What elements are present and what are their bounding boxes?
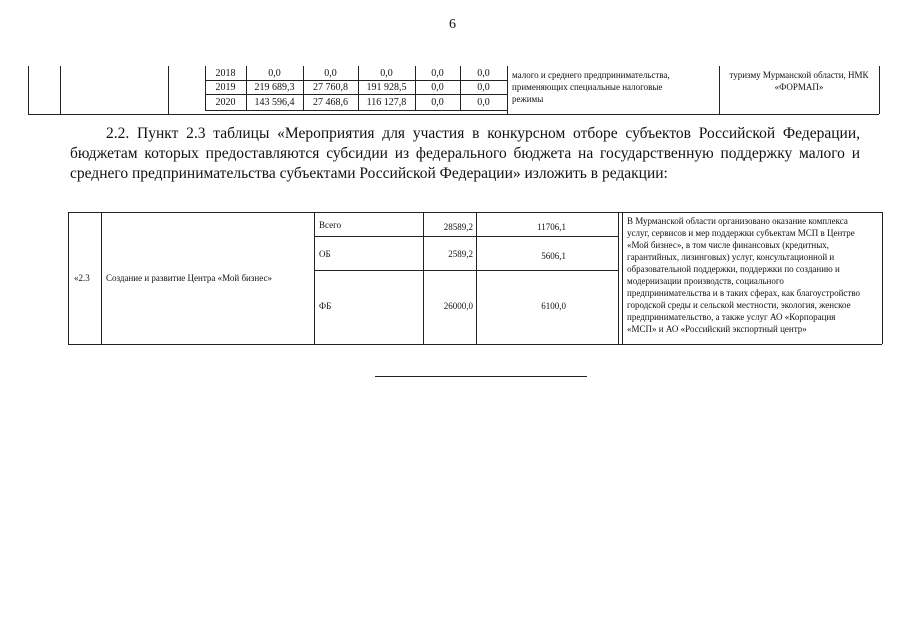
result-line: образовательной поддержки, поддержки по созданию и [627, 264, 840, 274]
desc-line: применяющих специальные налоговые [512, 82, 663, 92]
table-border [205, 110, 507, 111]
result-line: предпринимательство, а также услуг АО «Корпорация [627, 312, 836, 322]
table-cell: 0,0 [477, 97, 490, 108]
table-cell: 116 127,8 [366, 97, 407, 108]
table-cell-year: 2018 [215, 68, 236, 79]
table-cell: 0,0 [380, 68, 393, 79]
item-name: Создание и развитие Центра «Мой бизнес» [106, 273, 272, 283]
table-cell: 0,0 [477, 82, 490, 93]
table-border [68, 344, 882, 345]
table-cell-year: 2020 [215, 97, 236, 108]
table-border [314, 212, 315, 344]
table-border [205, 80, 507, 81]
funding-source: ОБ [319, 249, 331, 259]
funding-value: 26000,0 [443, 301, 473, 311]
funding-value: 5606,1 [541, 251, 566, 261]
result-line: услуг, сервисов и мер поддержки субъектам МСП в Центре [627, 228, 855, 238]
table-cell-year: 2019 [215, 82, 236, 93]
result-line: В Мурманской области организовано оказание комплекса [627, 216, 848, 226]
table-border [507, 66, 508, 114]
table-cell: 191 928,5 [366, 82, 407, 93]
funding-source: ФБ [319, 301, 332, 311]
table-border [879, 66, 880, 114]
table-border [618, 212, 619, 344]
table-cell: 143 596,4 [254, 97, 295, 108]
table-cell: 0,0 [268, 68, 281, 79]
desc-line: режимы [512, 94, 544, 104]
exec-line: «ФОРМАП» [774, 82, 824, 92]
funding-value: 11706,1 [537, 222, 566, 232]
table-cell: 0,0 [431, 97, 444, 108]
table-border [168, 66, 169, 114]
table-border [68, 212, 69, 344]
result-line: модернизации производств, социального [627, 276, 784, 286]
table-cell: 219 689,3 [254, 82, 295, 93]
table-cell: 27 468,6 [313, 97, 348, 108]
funding-value: 6100,0 [541, 301, 566, 311]
table-border [622, 212, 623, 344]
table-cell: 27 760,8 [313, 82, 348, 93]
table-border [28, 114, 879, 115]
desc-line: малого и среднего предпринимательства, [512, 70, 670, 80]
table-cell: 0,0 [477, 68, 490, 79]
funding-value: 28589,2 [443, 222, 473, 232]
table-border [28, 66, 29, 114]
exec-line: туризму Мурманской области, НМК [729, 70, 869, 80]
page-number: 6 [449, 17, 456, 32]
table-border [882, 212, 883, 344]
table-border [314, 270, 618, 271]
result-line: «МСП» и АО «Российский экспортный центр» [627, 324, 807, 334]
paragraph-text: 2.2. Пункт 2.3 таблицы «Мероприятия для участия в конкурсном отборе субъектов Российской Федерации, бюджетам которых предоставляются субсидии из федерального бюджета на государственную поддержку малого и среднего предпринимательства субъектами Российской Федерации» изложить в редакции: [70, 125, 860, 182]
table-border [68, 212, 882, 213]
separator-line [375, 376, 587, 377]
table-cell: 0,0 [324, 68, 337, 79]
funding-value: 2589,2 [448, 249, 473, 259]
table-cell: 0,0 [431, 68, 444, 79]
table-border [314, 236, 618, 237]
table-cell: 0,0 [431, 82, 444, 93]
item-number: «2.3 [74, 273, 90, 283]
result-line: предпринимательства и в таких сферах, как благоустройство [627, 288, 861, 298]
result-line: гарантийных, лизинговых) услуг, консультационной и [627, 252, 835, 262]
amendment-paragraph [70, 124, 860, 184]
table-border [60, 66, 61, 114]
result-line: городской среды и сельской местности, экология, женское [627, 300, 851, 310]
table-border [101, 212, 102, 344]
funding-source: Всего [319, 220, 342, 230]
table-border [205, 94, 507, 95]
result-line: «Мой бизнес», в том числе финансовых (кредитных, [627, 240, 829, 250]
